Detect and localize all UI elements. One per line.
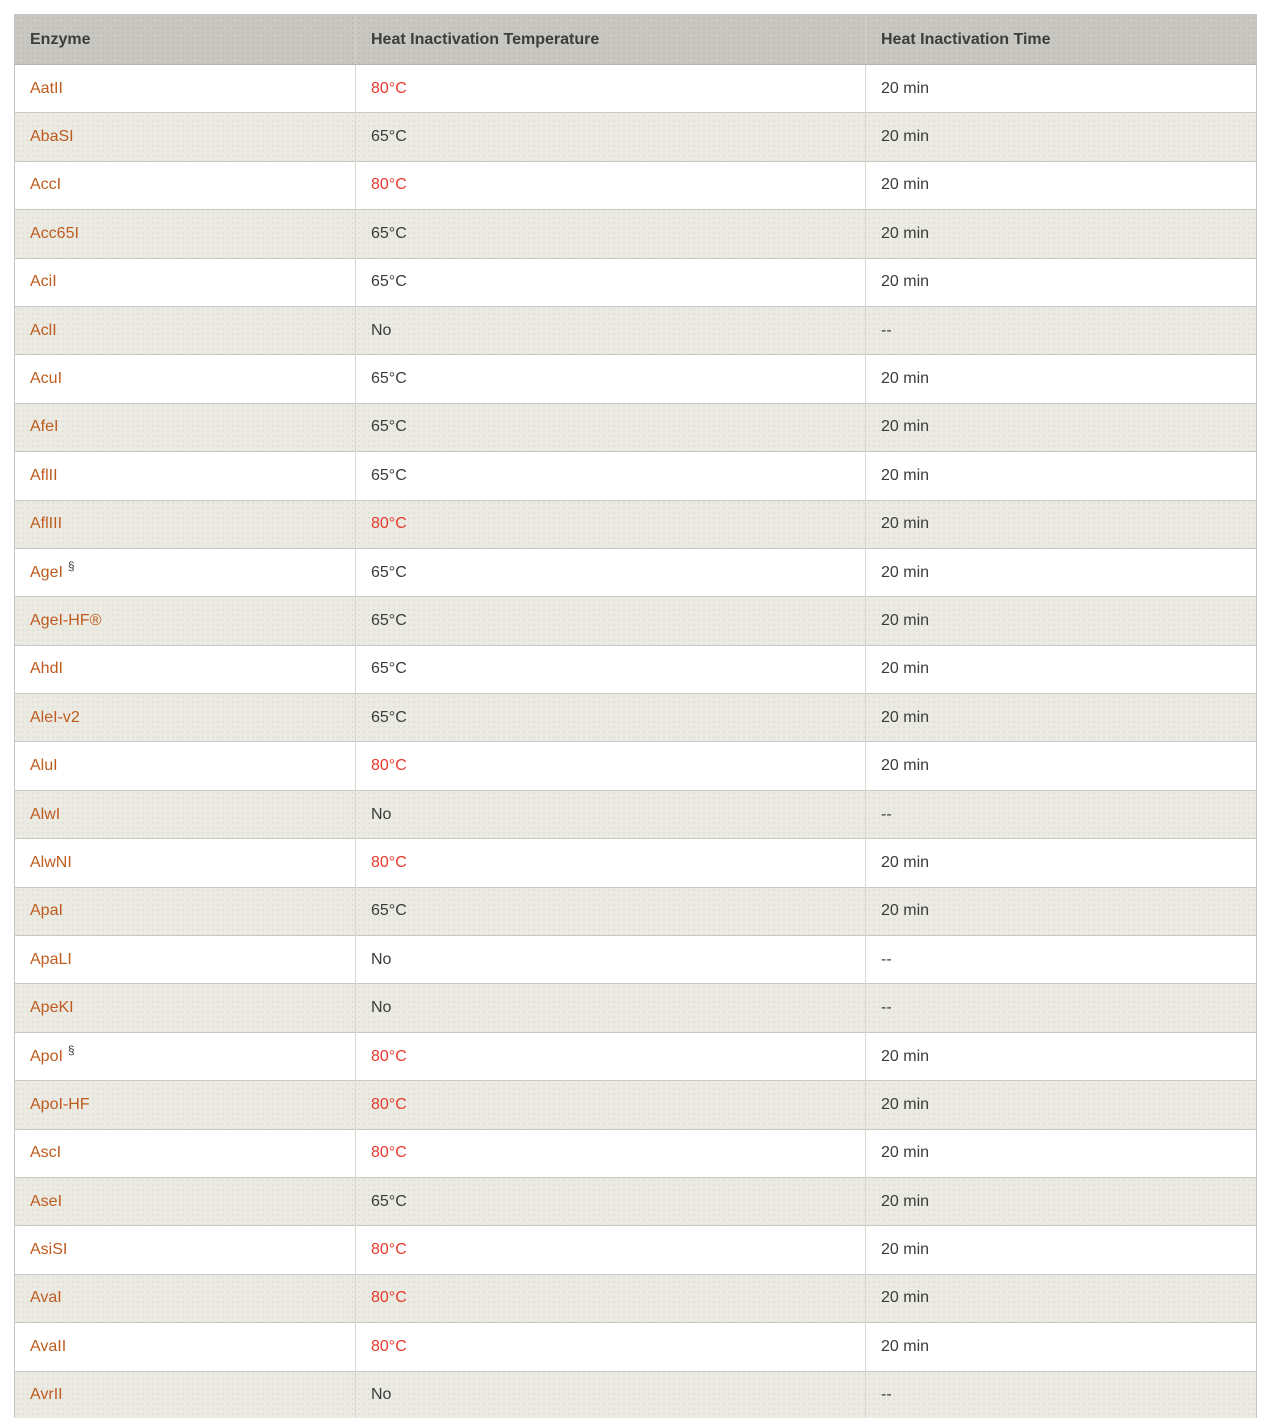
table-row [15, 1323, 1257, 1371]
temperature-cell: 65°C [356, 597, 866, 645]
table-row [15, 403, 1257, 451]
enzyme-link[interactable]: AluI [30, 757, 58, 775]
enzyme-cell [15, 452, 356, 500]
enzyme-cell [15, 65, 356, 113]
table-row [15, 452, 1257, 500]
temperature-cell: 65°C [356, 210, 866, 258]
table-row [15, 645, 1257, 693]
enzyme-cell [15, 597, 356, 645]
column-header-enzyme: Enzyme [15, 15, 356, 65]
time-cell: 20 min [866, 1032, 1257, 1080]
temperature-cell: 80°C [356, 1032, 866, 1080]
enzyme-link[interactable]: AflII [30, 466, 58, 484]
table-row [15, 839, 1257, 887]
temperature-cell: 65°C [356, 355, 866, 403]
time-cell: 20 min [866, 210, 1257, 258]
enzyme-link[interactable]: AvrII [30, 1386, 63, 1404]
temperature-cell: No [356, 306, 866, 354]
enzyme-cell [15, 258, 356, 306]
enzyme-superscript: § [67, 1043, 75, 1058]
time-cell: -- [866, 984, 1257, 1032]
enzyme-cell [15, 790, 356, 838]
time-cell: 20 min [866, 1177, 1257, 1225]
temperature-cell: 65°C [356, 258, 866, 306]
time-cell: 20 min [866, 694, 1257, 742]
enzyme-cell [15, 839, 356, 887]
enzyme-link[interactable]: AgeI [30, 563, 63, 581]
time-cell: 20 min [866, 742, 1257, 790]
enzyme-cell [15, 161, 356, 209]
time-cell: 20 min [866, 645, 1257, 693]
table-row [15, 936, 1257, 984]
time-cell: 20 min [866, 65, 1257, 113]
table-row [15, 1032, 1257, 1080]
enzyme-link[interactable]: ApaLI [30, 950, 72, 968]
enzyme-cell [15, 1081, 356, 1129]
enzyme-link[interactable]: AcuI [30, 370, 63, 388]
time-cell: 20 min [866, 887, 1257, 935]
table-row [15, 790, 1257, 838]
enzyme-link[interactable]: AhdI [30, 660, 63, 678]
enzyme-link[interactable]: ApoI [30, 1047, 63, 1065]
enzyme-link[interactable]: AfeI [30, 418, 59, 436]
enzyme-link[interactable]: AvaI [30, 1289, 62, 1307]
time-cell: 20 min [866, 500, 1257, 548]
table-row [15, 1371, 1257, 1418]
temperature-cell: 65°C [356, 403, 866, 451]
header-row [15, 15, 1257, 65]
table-row [15, 355, 1257, 403]
enzyme-link[interactable]: ApoI-HF [30, 1095, 90, 1113]
table-row [15, 500, 1257, 548]
table-row [15, 694, 1257, 742]
temperature-cell: 80°C [356, 161, 866, 209]
temperature-cell: 80°C [356, 1323, 866, 1371]
temperature-cell: 80°C [356, 65, 866, 113]
enzyme-link[interactable]: AccI [30, 176, 62, 194]
time-cell: -- [866, 936, 1257, 984]
table-row [15, 1081, 1257, 1129]
table-row [15, 742, 1257, 790]
column-header-time: Heat Inactivation Time [866, 15, 1257, 65]
column-header-temperature: Heat Inactivation Temperature [356, 15, 866, 65]
enzyme-cell [15, 500, 356, 548]
time-cell: 20 min [866, 839, 1257, 887]
enzyme-cell [15, 1177, 356, 1225]
temperature-cell: 80°C [356, 1274, 866, 1322]
table-row [15, 210, 1257, 258]
enzyme-cell [15, 1274, 356, 1322]
temperature-cell: 65°C [356, 694, 866, 742]
enzyme-cell [15, 306, 356, 354]
temperature-cell: 65°C [356, 1177, 866, 1225]
table-row [15, 548, 1257, 596]
time-cell: -- [866, 306, 1257, 354]
temperature-cell: 65°C [356, 113, 866, 161]
enzyme-superscript: § [67, 559, 75, 574]
temperature-cell: 80°C [356, 500, 866, 548]
enzyme-cell [15, 645, 356, 693]
temperature-cell: 80°C [356, 1081, 866, 1129]
enzyme-link[interactable]: AseI [30, 1192, 63, 1210]
enzyme-link[interactable]: AciI [30, 273, 57, 291]
enzyme-cell [15, 113, 356, 161]
enzyme-link[interactable]: AvaII [30, 1337, 67, 1355]
table-row [15, 1274, 1257, 1322]
time-cell: 20 min [866, 1274, 1257, 1322]
enzyme-link[interactable]: Acc65I [30, 224, 79, 242]
time-cell: 20 min [866, 1226, 1257, 1274]
time-cell: 20 min [866, 452, 1257, 500]
enzyme-cell [15, 1032, 356, 1080]
time-cell: 20 min [866, 403, 1257, 451]
enzyme-cell [15, 742, 356, 790]
time-cell: 20 min [866, 1129, 1257, 1177]
temperature-cell: 80°C [356, 839, 866, 887]
enzyme-cell [15, 1371, 356, 1418]
enzyme-cell [15, 887, 356, 935]
temperature-cell: 65°C [356, 452, 866, 500]
temperature-cell: 65°C [356, 645, 866, 693]
enzyme-link[interactable]: ApeKI [30, 999, 74, 1017]
enzyme-cell [15, 984, 356, 1032]
enzyme-cell [15, 1226, 356, 1274]
time-cell: 20 min [866, 113, 1257, 161]
temperature-cell: 80°C [356, 742, 866, 790]
table-row [15, 1177, 1257, 1225]
temperature-cell: No [356, 1371, 866, 1418]
table-row [15, 1129, 1257, 1177]
table-header [15, 15, 1257, 65]
temperature-cell: No [356, 790, 866, 838]
enzyme-cell [15, 1323, 356, 1371]
enzyme-link[interactable]: AclI [30, 321, 57, 339]
heat-inactivation-table [14, 14, 1257, 1418]
temperature-cell: 65°C [356, 548, 866, 596]
time-cell: -- [866, 790, 1257, 838]
temperature-cell: No [356, 984, 866, 1032]
enzyme-cell [15, 694, 356, 742]
time-cell: 20 min [866, 258, 1257, 306]
enzyme-cell [15, 1129, 356, 1177]
time-cell: -- [866, 1371, 1257, 1418]
enzyme-cell [15, 403, 356, 451]
enzyme-cell [15, 548, 356, 596]
table-row [15, 65, 1257, 113]
enzyme-link[interactable]: AflIII [30, 515, 63, 533]
enzyme-cell [15, 210, 356, 258]
enzyme-link[interactable]: AbaSI [30, 128, 74, 146]
enzyme-link[interactable]: AlwNI [30, 853, 72, 871]
time-cell: 20 min [866, 1323, 1257, 1371]
enzyme-link[interactable]: AgeI-HF® [30, 611, 102, 629]
temperature-cell: 80°C [356, 1226, 866, 1274]
temperature-cell: 65°C [356, 887, 866, 935]
time-cell: 20 min [866, 548, 1257, 596]
enzyme-cell [15, 355, 356, 403]
table-row [15, 984, 1257, 1032]
table-body [15, 65, 1257, 1418]
enzyme-link[interactable]: AatII [30, 79, 63, 97]
time-cell: 20 min [866, 597, 1257, 645]
table-row [15, 161, 1257, 209]
table-row [15, 1226, 1257, 1274]
enzyme-link[interactable]: AsiSI [30, 1241, 68, 1259]
temperature-cell: 80°C [356, 1129, 866, 1177]
time-cell: 20 min [866, 355, 1257, 403]
table-row [15, 113, 1257, 161]
table-row [15, 258, 1257, 306]
enzyme-link[interactable]: ApaI [30, 902, 63, 920]
time-cell: 20 min [866, 1081, 1257, 1129]
enzyme-link[interactable]: AscI [30, 1144, 62, 1162]
time-cell: 20 min [866, 161, 1257, 209]
enzyme-link[interactable]: AlwI [30, 805, 61, 823]
temperature-cell: No [356, 936, 866, 984]
table-row [15, 306, 1257, 354]
table-row [15, 597, 1257, 645]
enzyme-cell [15, 936, 356, 984]
enzyme-link[interactable]: AleI-v2 [30, 708, 80, 726]
table-row [15, 887, 1257, 935]
